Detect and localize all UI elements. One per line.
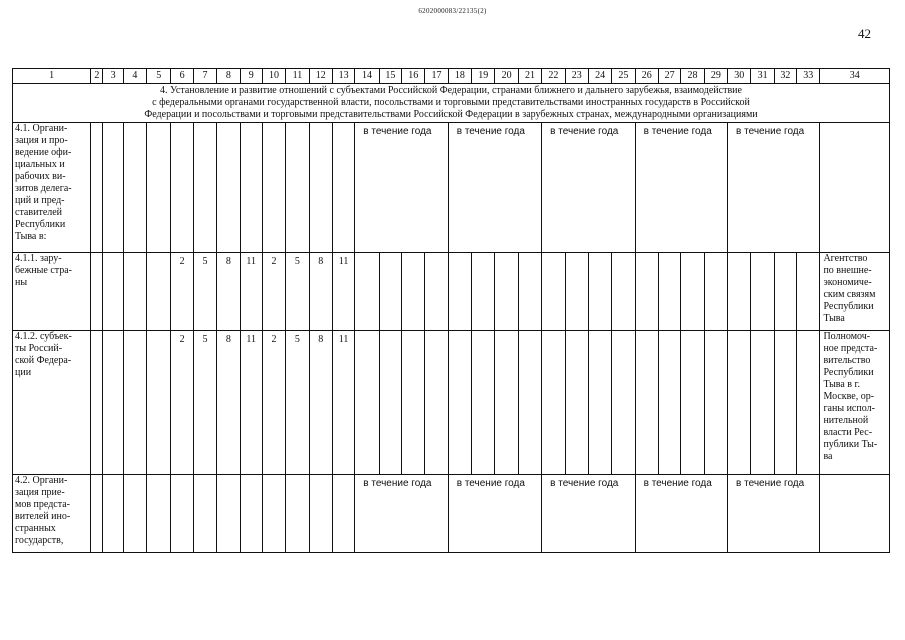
- responsible-cell: Агентство по внешне- экономиче- ским связям Республики Тыва: [820, 253, 890, 331]
- period-cell: в течение года: [635, 123, 727, 253]
- column-number: 20: [495, 69, 518, 84]
- table-row: [13, 253, 890, 331]
- month-value: 8: [309, 253, 332, 331]
- column-number: 3: [103, 69, 123, 84]
- month-value: 5: [193, 253, 216, 331]
- month-value: 2: [262, 253, 285, 331]
- column-number: 10: [262, 69, 285, 84]
- column-number: 1: [13, 69, 91, 84]
- column-number: 9: [240, 69, 262, 84]
- column-number: 12: [309, 69, 332, 84]
- column-number: 2: [91, 69, 103, 84]
- column-number: 16: [402, 69, 425, 84]
- column-number: 15: [379, 69, 401, 84]
- month-value: 5: [193, 331, 216, 475]
- column-number: 13: [332, 69, 354, 84]
- month-value: 8: [217, 253, 240, 331]
- page-number: 42: [858, 26, 871, 41]
- section-title: 4. Установление и развитие отношений с субъектами Российской Федерации, странами ближнего и дальнего зарубежья, взаимодействие с федеральными органами государственной власти, посольствами и торговыми представительствами иностранных государств в Российской Федерации и посольствами и торговыми представительствами Российской Федерации в зарубежных странах, международными организациями: [13, 84, 890, 123]
- column-number: 14: [355, 69, 379, 84]
- column-number: 34: [820, 69, 890, 84]
- column-number: 24: [588, 69, 611, 84]
- period-cell: в течение года: [635, 475, 727, 553]
- column-number-row: [13, 69, 890, 84]
- month-value: 2: [262, 331, 285, 475]
- table-row: [13, 331, 890, 475]
- month-value: 8: [309, 331, 332, 475]
- document-id: 6202000083/22135(2): [418, 7, 487, 15]
- column-number: 4: [123, 69, 146, 84]
- column-number: 30: [728, 69, 751, 84]
- month-value: 5: [286, 331, 309, 475]
- activity-cell: 4.1.1. зару- бежные стра- ны: [13, 253, 91, 331]
- period-cell: в течение года: [355, 475, 448, 553]
- period-cell: в течение года: [448, 475, 541, 553]
- column-number: 33: [797, 69, 820, 84]
- activity-cell: 4.1.2. субъек- ты Россий- ской Федера- ции: [13, 331, 91, 475]
- section-title-row: [13, 84, 890, 123]
- period-cell: в течение года: [542, 475, 635, 553]
- month-value: 2: [171, 253, 193, 331]
- column-number: 7: [193, 69, 216, 84]
- column-number: 5: [147, 69, 171, 84]
- column-number: 19: [472, 69, 495, 84]
- column-number: 17: [425, 69, 448, 84]
- responsible-cell: Полномоч- ное предста- вительство Республики Тыва в г. Москве, ор- ганы испол- нительной власти Рес- публики Ты- ва: [820, 331, 890, 475]
- month-value: 11: [240, 253, 262, 331]
- column-number: 21: [518, 69, 541, 84]
- table-row: [13, 475, 890, 553]
- column-number: 6: [171, 69, 193, 84]
- column-number: 27: [658, 69, 680, 84]
- period-cell: в течение года: [542, 123, 635, 253]
- month-value: 11: [240, 331, 262, 475]
- month-value: 2: [171, 331, 193, 475]
- activity-cell: 4.1. Органи- зация и про- ведение офи- циальных и рабочих ви- зитов делега- ций и пред- ставителей Республики Тыва в:: [13, 123, 91, 253]
- period-cell: в течение года: [448, 123, 541, 253]
- period-cell: в течение года: [728, 123, 820, 253]
- column-number: 29: [704, 69, 727, 84]
- table-row: [13, 123, 890, 253]
- plan-table: [12, 68, 890, 553]
- column-number: 23: [565, 69, 588, 84]
- month-value: 11: [332, 253, 354, 331]
- column-number: 18: [448, 69, 471, 84]
- column-number: 25: [612, 69, 635, 84]
- column-number: 11: [286, 69, 309, 84]
- column-number: 31: [751, 69, 774, 84]
- column-number: 22: [542, 69, 565, 84]
- period-cell: в течение года: [728, 475, 820, 553]
- column-number: 32: [774, 69, 796, 84]
- column-number: 26: [635, 69, 658, 84]
- month-value: 8: [217, 331, 240, 475]
- activity-cell: 4.2. Органи- зация прие- мов предста- вителей ино- странных государств,: [13, 475, 91, 553]
- month-value: 5: [286, 253, 309, 331]
- column-number: 8: [217, 69, 240, 84]
- column-number: 28: [681, 69, 704, 84]
- month-value: 11: [332, 331, 354, 475]
- period-cell: в течение года: [355, 123, 448, 253]
